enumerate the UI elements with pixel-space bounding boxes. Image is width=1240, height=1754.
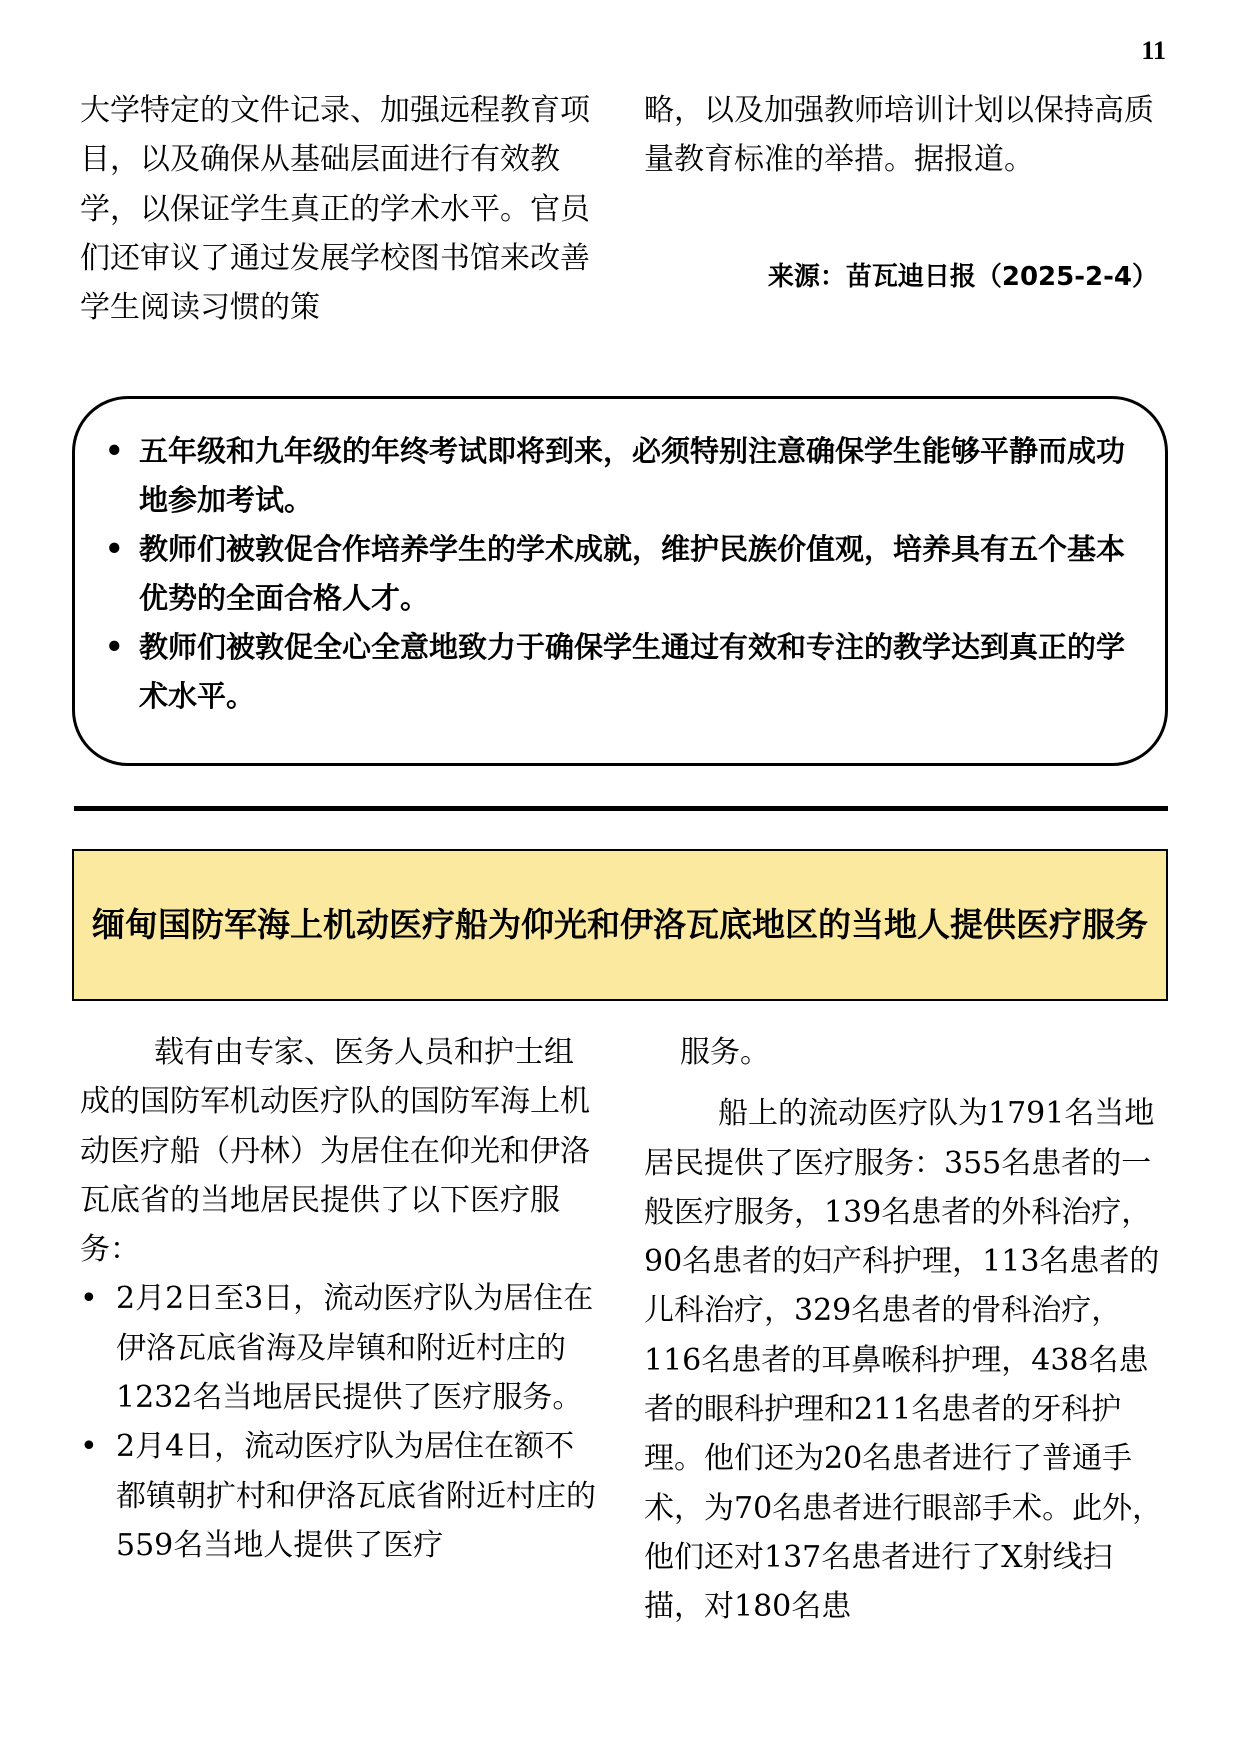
highlights-list [139,427,1145,721]
article-column-left [80,1028,600,1570]
paragraph: 船上的流动医疗队为1791名当地居民提供了医疗服务：355名患者的一般医疗服务，139名患者的外科治疗，90名患者的妇产科护理，113名患者的儿科治疗，329名患者的骨科治疗，116名患者的耳鼻喉科护理，438名患者的眼科护理和211名患者的牙科护理。他们还为20名患者进行了普通手术，为70名患者进行眼部手术。此外，他们还对137名患者进行了X射线扫描，对180名患 [644,1096,1163,1625]
article-continuation-left [80,86,600,332]
paragraph: 大学特定的文件记录、加强远程教育项目，以及确保从基础层面进行有效教学，以保证学生真正的学术水平。官员们还审议了通过发展学校图书馆来改善学生阅读习惯的策 [80,93,590,326]
list-item: • 2月4日，流动医疗队为居住在额不都镇朝扩村和伊洛瓦底省附近村庄的559名当地人提供了医疗 [80,1422,600,1570]
intro-paragraph: 载有由专家、医务人员和护士组成的国防军机动医疗队的国防军海上机动医疗船（丹林）为居住在仰光和伊洛瓦底省的当地居民提供了以下医疗服务： [80,1035,590,1268]
highlight-item: • 教师们被敦促合作培养学生的学术成就，维护民族价值观，培养具有五个基本优势的全面合格人才。 [139,525,1145,623]
paragraph: 略，以及加强教师培训计划以保持高质量教育标准的举措。据报道。 [644,93,1154,178]
highlight-item: • 教师们被敦促全心全意地致力于确保学生通过有效和专注的教学达到真正的学术水平。 [139,623,1145,721]
continuation-text: 服务。 [680,1035,770,1070]
article-continuation-right [644,86,1164,185]
section-divider [74,806,1168,811]
list-item: • 2月2日至3日，流动医疗队为居住在伊洛瓦底省海及岸镇和附近村庄的1232名当地居民提供了医疗服务。 [80,1274,600,1422]
article-headline: 缅甸国防军海上机动医疗船为仰光和伊洛瓦底地区的当地人提供医疗服务 [72,849,1168,1001]
source-citation: 来源：苗瓦迪日报（2025-2-4） [767,262,1158,292]
highlight-item: • 五年级和九年级的年终考试即将到来，必须特别注意确保学生能够平静而成功地参加考试。 [139,427,1145,525]
article-column-right [644,1028,1164,1632]
highlights-box [72,396,1168,766]
page-number: 11 [1141,36,1166,65]
